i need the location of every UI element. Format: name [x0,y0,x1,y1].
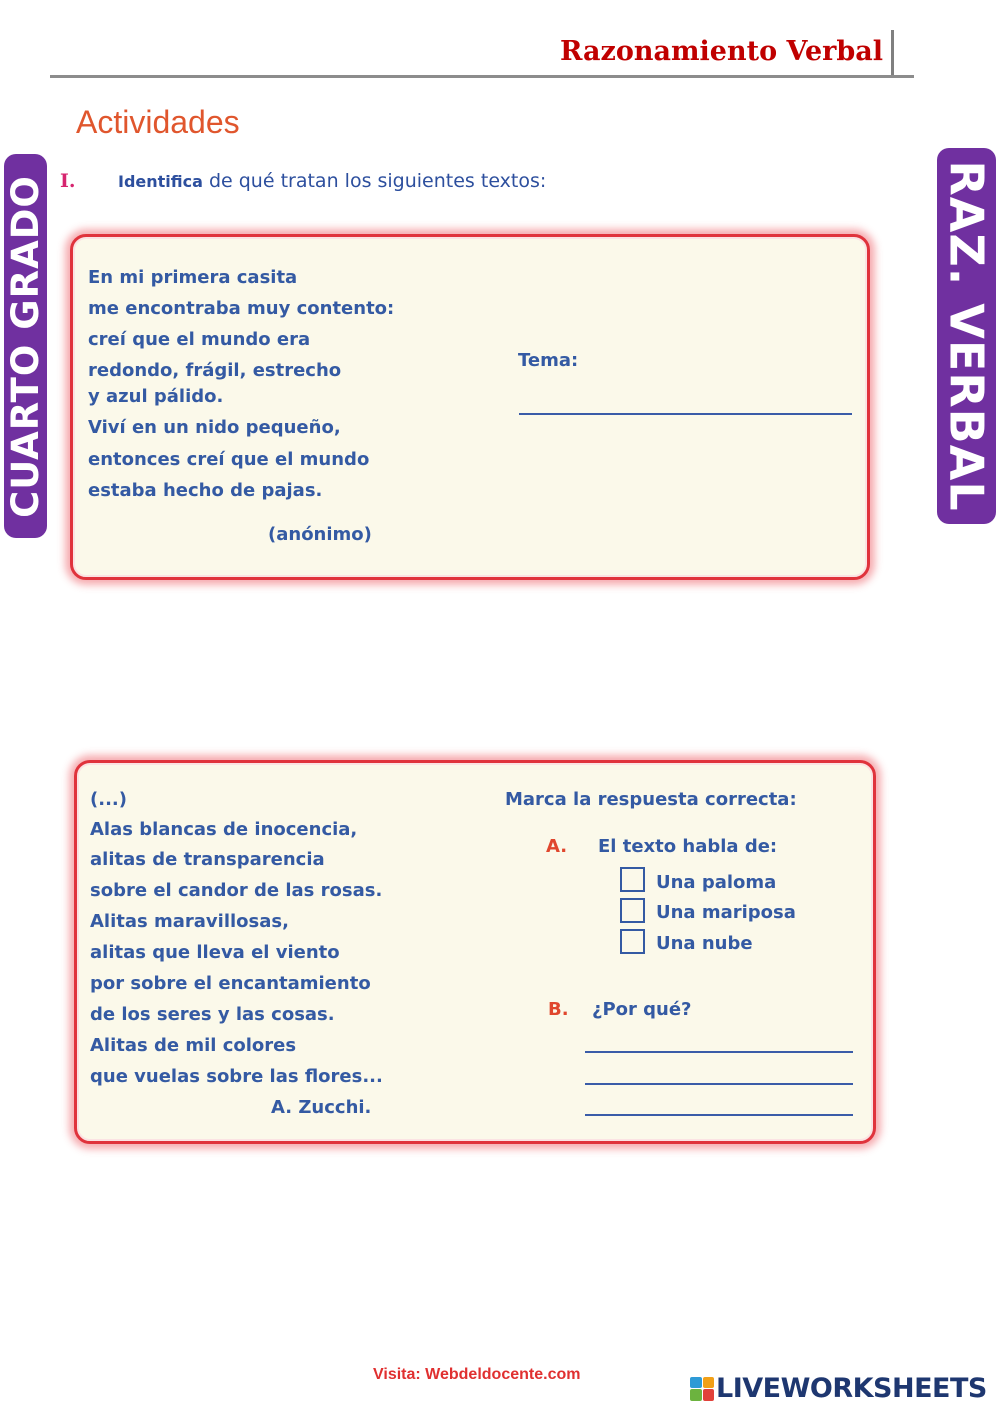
section-title: Actividades [76,104,240,140]
poem-line: redondo, frágil, estrecho [88,360,342,381]
poem-author: A. Zucchi. [271,1097,372,1118]
poem-line: En mi primera casita [88,267,298,288]
poem-line: alitas que lleva el viento [90,942,340,963]
poem-line: creí que el mundo era [88,329,311,350]
poem-author: (anónimo) [268,524,372,545]
poem-line: (...) [90,789,127,810]
side-tab-subject-label: RAZ. VERBAL [939,160,994,512]
poem-line: estaba hecho de pajas. [88,480,323,501]
side-tab-grade-label: CUARTO GRADO [4,174,48,518]
text-card-2 [74,760,876,1144]
side-tab-subject [937,148,996,524]
question-a-text: El texto habla de: [598,836,778,857]
poem-line: Viví en un nido pequeño, [88,417,341,438]
poem-line: y azul pálido. [88,386,224,407]
poem-line: Alas blancas de inocencia, [90,819,358,840]
answer-line[interactable] [585,1083,853,1085]
side-tab-grade [4,154,47,538]
option-label: Una mariposa [656,902,796,923]
instruction-text [118,170,546,192]
option-checkbox-paloma[interactable] [620,867,645,892]
poem-line: sobre el candor de las rosas. [90,880,383,901]
header-rule [50,75,914,78]
poem-line: de los seres y las cosas. [90,1004,335,1025]
option-label: Una nube [656,933,753,954]
liveworksheets-logo-text: LIVEWORKSHEETS [716,1373,987,1404]
header-divider [891,30,894,78]
text-card-1 [70,234,870,580]
answer-line[interactable] [585,1051,853,1053]
instruction-number: I. [60,170,76,192]
poem-line: me encontraba muy contento: [88,298,395,319]
option-checkbox-nube[interactable] [620,929,645,954]
poem-line: entonces creí que el mundo [88,449,370,470]
footer-visit-link[interactable]: Visita: Webdeldocente.com [373,1366,581,1383]
tema-label: Tema: [518,350,579,371]
option-label: Una paloma [656,872,777,893]
tema-answer-line[interactable] [519,413,852,415]
answer-prompt: Marca la respuesta correcta: [505,789,797,810]
instruction-rest: de qué tratan los siguientes textos: [202,170,547,192]
instruction-verb: Identifica [118,172,203,191]
poem-line: alitas de transparencia [90,849,325,870]
poem-line: que vuelas sobre las flores... [90,1066,383,1087]
poem-line: Alitas maravillosas, [90,911,289,932]
option-checkbox-mariposa[interactable] [620,898,645,923]
liveworksheets-logo-icon [690,1377,714,1401]
question-b-letter: B. [548,999,569,1020]
liveworksheets-logo [690,1373,987,1404]
poem-line: Alitas de mil colores [90,1035,297,1056]
question-a-letter: A. [546,836,568,857]
question-b-text: ¿Por qué? [592,999,692,1020]
answer-line[interactable] [585,1114,853,1116]
header-title: Razonamiento Verbal [559,36,883,67]
poem-line: por sobre el encantamiento [90,973,371,994]
